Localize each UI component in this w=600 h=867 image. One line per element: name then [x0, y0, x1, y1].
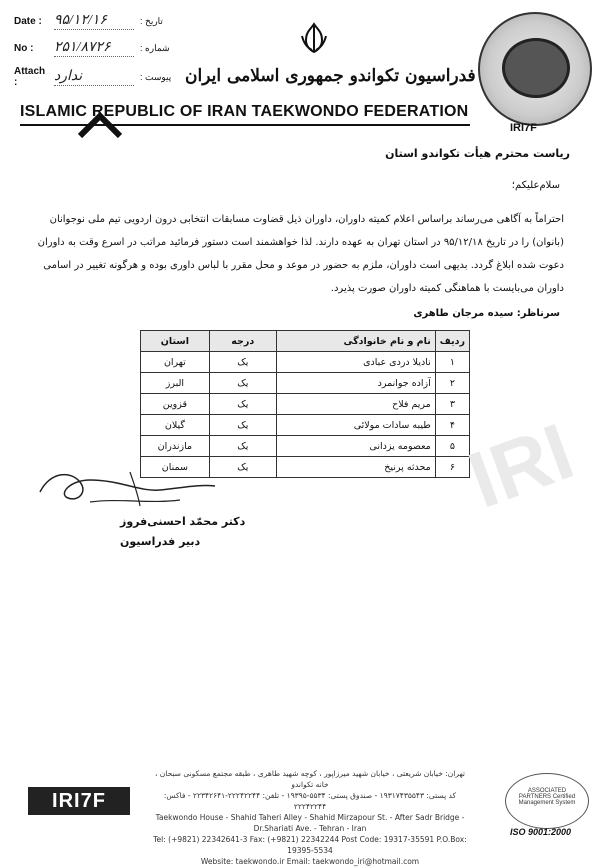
header-divider — [20, 124, 470, 126]
number-value: ۲۵۱/۸۷۲۶ — [54, 39, 134, 57]
table-row — [141, 415, 470, 436]
cell-row-number: ۵ — [435, 436, 469, 457]
cell-degree: یک — [209, 373, 276, 394]
cell-name: طیبه سادات مولائی — [276, 415, 435, 436]
cell-row-number: ۴ — [435, 415, 469, 436]
cell-degree: یک — [209, 457, 276, 478]
cell-name: معصومه یزدانی — [276, 436, 435, 457]
table-row — [141, 373, 470, 394]
date-label-fa: : تاریخ — [140, 15, 163, 26]
cell-province: سمنان — [141, 457, 210, 478]
attach-value: ندارد — [54, 68, 134, 86]
number-label: No : — [14, 42, 34, 54]
letter-body: احتراماً به آگاهی می‌رساند براساس اعلام کمیته داوران، داوران ذیل قضاوت مسابقات انتخابی درون اردویی تیم ملی نوجوانان (بانوان) را در تاریخ ۹۵/۱۲/۱۸ در استان تهران به عهده دارند. لذا خواهشمند است دستور فرمائید مراتب در اسرع وقت به داوران دعوت شده ابلاغ گردد. بدیهی است داوران، ملزم به حضور در موعد و محل مقرر با لباس داوری بوده و هرگونه تغییر در اسامی داوران می‌بایست با هماهنگی کمیته داوران صورت پذیرد. — [37, 214, 564, 294]
number-label-fa: : شماره — [140, 42, 170, 53]
attach-label: Attach : — [14, 66, 46, 88]
iran-emblem-icon — [298, 22, 330, 54]
cell-province: مازندران — [141, 436, 210, 457]
logo-text: IRI7F — [510, 122, 537, 134]
cell-degree: یک — [209, 352, 276, 373]
letter-greeting: سلام‌علیکم؛ — [511, 180, 560, 191]
col-header-row-number: ردیف — [435, 331, 469, 352]
table-row — [141, 352, 470, 373]
cell-name: محدثه پرنیخ — [276, 457, 435, 478]
federation-title-fa: فدراسیون تکواندو جمهوری اسلامی ایران — [185, 66, 476, 86]
attach-row — [14, 66, 171, 88]
col-header-name: نام و نام خانوادگی — [276, 331, 435, 352]
table-row — [141, 436, 470, 457]
attach-label-fa: : پیوست — [140, 71, 172, 82]
date-label: Date : — [14, 15, 42, 27]
cell-province: گیلان — [141, 415, 210, 436]
cell-name: آزاده جوانمرد — [276, 373, 435, 394]
table-row — [141, 394, 470, 415]
date-value: ۹۵/۱۲/۱۶ — [54, 12, 134, 30]
signer-name: دکتر محمّد احسنی‌فروز — [120, 515, 246, 528]
cell-row-number: ۶ — [435, 457, 469, 478]
iso-label: ISO 9001:2000 — [510, 827, 572, 837]
letter-addressee: ریاست محترم هیأت تکواندو استان — [385, 147, 570, 160]
col-header-degree: درجه — [209, 331, 276, 352]
footer-address-en: Taekwondo House - Shahid Taheri Alley - Shahid Mirzapour St. - After Sadr Bridge - Dr.Shariati Ave. - Tehran - Iran — [155, 813, 465, 833]
date-row — [14, 12, 163, 30]
referees-table — [140, 330, 470, 478]
cell-row-number: ۱ — [435, 352, 469, 373]
cell-row-number: ۲ — [435, 373, 469, 394]
cell-name: نادیلا دردی عبادی — [276, 352, 435, 373]
cell-degree: یک — [209, 394, 276, 415]
iso-certification-badge — [505, 773, 589, 829]
cell-row-number: ۳ — [435, 394, 469, 415]
iso-badge-text: ASSOCIATED PARTNERS Certified Management System — [518, 788, 576, 806]
supervisor-line: سرناظر: سیده مرجان طاهری — [413, 308, 560, 319]
footer-address — [150, 768, 470, 867]
logo-emblem-icon — [502, 38, 570, 98]
federation-title-en: ISLAMIC REPUBLIC OF IRAN TAEKWONDO FEDERATION — [20, 103, 469, 120]
cell-province: البرز — [141, 373, 210, 394]
footer-phone-fa: کد پستی: ۱۹۳۱۷۴۳۵۵۴۳ - صندوق پستی: ۵۵۳۴-۱۹۳۹۵ - تلفن: ۲۲۲۴۲۲۴۴-۲۲۳۴۲۶۴۱ - فاکس: ۲۲۲۴۲۲۴۴ — [163, 791, 457, 811]
footer-logo: IRI7F — [28, 787, 130, 815]
cell-province: قزوین — [141, 394, 210, 415]
cell-degree: یک — [209, 436, 276, 457]
footer-address-fa: تهران: خیابان شریعتی ، خیابان شهید میرزاپور ، کوچه شهید طاهری ، طبقه مجتمع مسکونی سبحان ، خانه تکواندو — [154, 769, 466, 789]
col-header-province: استان — [141, 331, 210, 352]
signer-title: دبیر فدراسیون — [120, 535, 201, 548]
handwritten-signature — [30, 462, 220, 517]
footer-contact-en: Tel: (+9821) 22342641-3 Fax: (+9821) 22342244 Post Code: 19317-35591 P.O.Box: 19395-5534 — [153, 835, 467, 855]
number-row — [14, 39, 170, 57]
cell-degree: یک — [209, 415, 276, 436]
footer-web-en: Website: taekwondo.ir Email: taekwondo_iri@hotmail.com — [200, 857, 420, 866]
table-header-row — [141, 331, 470, 352]
watermark-logo: IRI — [457, 406, 585, 525]
cell-province: تهران — [141, 352, 210, 373]
cell-name: مریم فلاح — [276, 394, 435, 415]
